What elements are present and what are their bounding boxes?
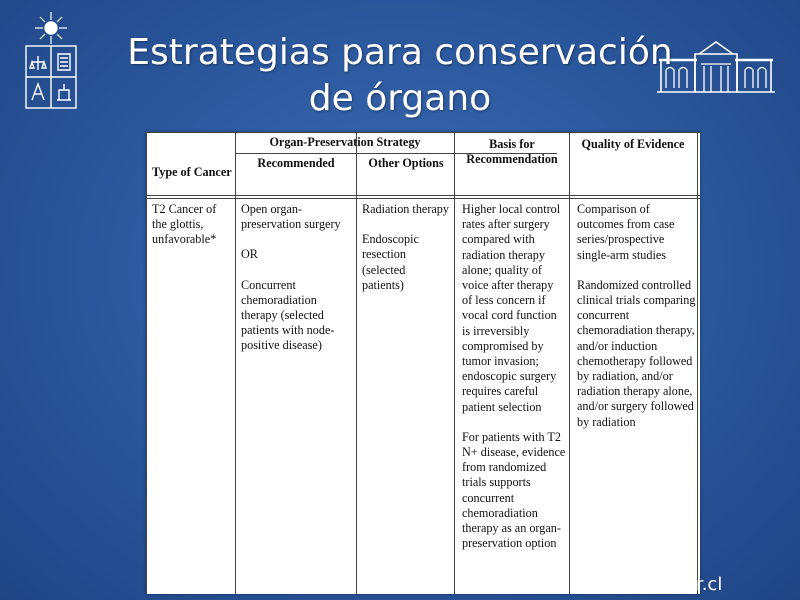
evidence-item: Comparison of outcomes from case series/prospective single-arm studies <box>577 202 675 262</box>
other-option-item: Endoscopic resection (selected patients) <box>362 232 419 292</box>
cell-recommended <box>241 202 353 369</box>
cell-basis <box>462 202 566 566</box>
footer-website: gsalvador.cl <box>615 574 723 595</box>
organ-preservation-table <box>146 132 700 594</box>
col-divider-3 <box>454 132 455 594</box>
slide-title <box>100 30 700 122</box>
table-border-right <box>697 132 698 594</box>
recommended-item: Open organ-preservation surgery <box>241 202 341 232</box>
col-divider-2 <box>356 132 357 594</box>
title-line-2: de órgano <box>308 78 492 119</box>
table-border-left <box>146 132 147 594</box>
header-type-of-cancer: Type of Cancer <box>152 165 232 179</box>
evidence-item: Randomized controlled clinical trials comparing concurrent chemoradiation therapy, and/or induction chemotherapy followed by radiation, and/or radiation therapy alone, and/or surgery followed by radiation <box>577 277 696 429</box>
header-recommended: Recommended <box>257 156 335 170</box>
cell-evidence <box>577 202 697 445</box>
basis-item: Higher local control rates after surgery compared with radiation therapy alone; quality of voice after therapy of less concern if vocal cord function is irreversibly compromised by tumor invasion; endoscopic surgery requires careful patient selection <box>462 202 561 414</box>
header-strategy: Organ-Preservation Strategy <box>269 135 421 149</box>
col-divider-4 <box>569 132 570 594</box>
cell-other-options <box>362 202 450 308</box>
header-evidence: Quality of Evidence <box>581 137 685 151</box>
university-crest-icon <box>22 10 80 110</box>
header-rule-2 <box>146 198 700 199</box>
header-basis: Basis for Recommendation <box>466 137 558 166</box>
cell-cancer-type: T2 Cancer of the glottis, unfavorable* <box>152 202 217 247</box>
table-rule-top <box>146 132 700 133</box>
header-rule-1 <box>146 195 700 196</box>
title-line-1: Estrategias para conservación <box>127 32 673 73</box>
recommended-item: Concurrent chemoradiation therapy (selected patients with node-positive disease) <box>241 277 335 353</box>
recommended-item: OR <box>241 247 258 262</box>
col-divider-1 <box>235 132 236 594</box>
other-option-item: Radiation therapy <box>362 202 449 216</box>
header-other-options: Other Options <box>368 156 444 170</box>
basis-item: For patients with T2 N+ disease, evidence from randomized trials supports concurrent chemoradiation therapy as an organ-preservation option <box>462 429 566 551</box>
